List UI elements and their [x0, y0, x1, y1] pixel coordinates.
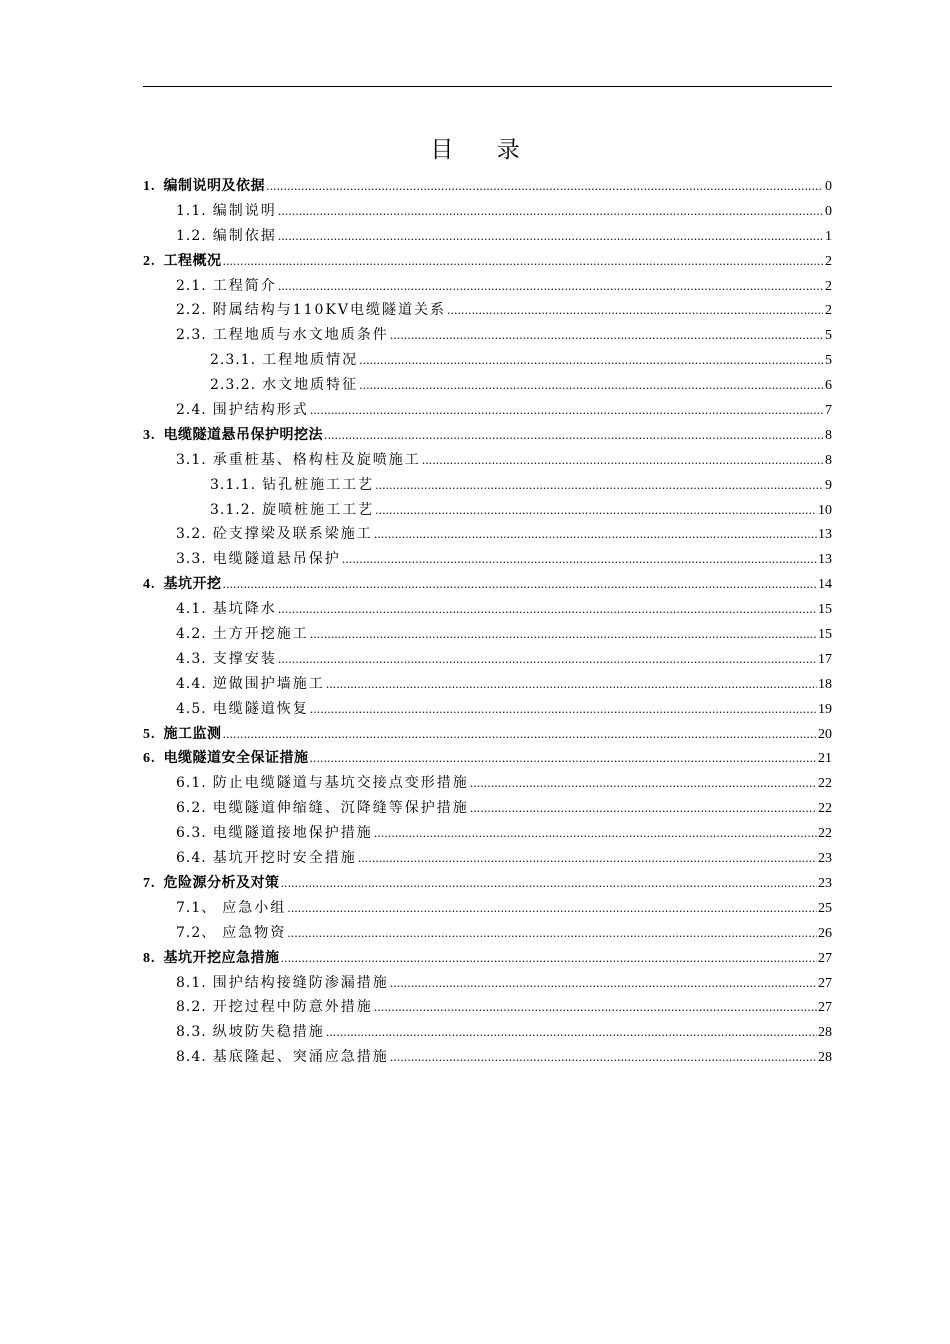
toc-entry-page: 5	[825, 328, 832, 344]
toc-entry-number: 7.2、	[176, 924, 217, 941]
toc-entry-page: 5	[825, 353, 832, 369]
toc-entry-number: 4.4.	[176, 675, 207, 692]
toc-leader-dots	[223, 723, 818, 748]
toc-entry-number: 2.2.	[176, 302, 207, 319]
toc-entry-number: 4.3.	[176, 650, 207, 667]
toc-entry-label: 电缆隧道恢复	[212, 700, 309, 717]
toc-entry-number: 2.	[143, 253, 156, 269]
toc-leader-dots	[390, 972, 817, 997]
toc-entry-page: 13	[818, 527, 832, 543]
toc-entry[interactable]	[143, 199, 832, 224]
toc-entry-page: 23	[818, 851, 832, 867]
toc-entry-number: 6.3.	[176, 825, 207, 842]
toc-entry-label: 工程地质与水文地质条件	[212, 327, 389, 344]
toc-entry-page: 21	[818, 751, 832, 767]
toc-leader-dots	[287, 922, 817, 947]
toc-entry-number: 6.1.	[176, 775, 207, 792]
toc-entry-number: 4.1.	[176, 601, 207, 618]
toc-entry-number: 7.	[143, 875, 156, 891]
toc-entry-page: 9	[825, 477, 832, 493]
toc-entry-page: 22	[818, 801, 832, 817]
toc-entry[interactable]	[143, 871, 832, 896]
toc-entry-label: 施工监测	[163, 725, 222, 742]
toc-leader-dots	[390, 1046, 817, 1071]
toc-entry[interactable]	[143, 423, 832, 448]
toc-entry-number: 3.1.1.	[210, 476, 257, 493]
toc-entry-number: 4.2.	[176, 626, 207, 643]
toc-leader-dots	[342, 548, 817, 573]
toc-entry-label: 基坑开挖	[163, 576, 222, 593]
toc-entry-number: 8.1.	[176, 974, 207, 991]
toc-leader-dots	[375, 474, 823, 499]
toc-leader-dots	[326, 673, 817, 698]
toc-leader-dots	[359, 374, 823, 399]
toc-entry-page: 27	[818, 1000, 832, 1016]
toc-entry-number: 7.1、	[176, 899, 217, 916]
toc-entry-page: 20	[818, 726, 832, 742]
toc-leader-dots	[278, 225, 823, 250]
toc-entry[interactable]	[143, 672, 832, 697]
toc-entry[interactable]	[143, 348, 832, 373]
toc-entry-label: 钻孔桩施工工艺	[262, 476, 375, 493]
toc-entry[interactable]	[143, 224, 832, 249]
toc-entry-page: 26	[818, 925, 832, 941]
toc-leader-dots	[278, 648, 817, 673]
toc-entry-label: 编制说明	[212, 202, 277, 219]
toc-entry-page: 14	[818, 577, 832, 593]
toc-entry-number: 3.1.2.	[210, 501, 257, 518]
toc-entry-label: 电缆隧道接地保护措施	[212, 825, 373, 842]
toc-entry-number: 4.	[143, 577, 156, 593]
toc-entry-label: 危险源分析及对策	[163, 874, 280, 891]
toc-entry[interactable]	[143, 995, 832, 1020]
toc-entry[interactable]	[143, 274, 832, 299]
toc-leader-dots	[374, 523, 817, 548]
toc-leader-dots	[447, 299, 823, 324]
toc-leader-dots	[359, 349, 823, 374]
toc-entry-page: 15	[818, 627, 832, 643]
toc-leader-dots	[278, 598, 817, 623]
toc-entry[interactable]	[143, 771, 832, 796]
toc-entry-page: 13	[818, 552, 832, 568]
toc-entry-number: 6.2.	[176, 800, 207, 817]
toc-entry-label: 基坑开挖时安全措施	[212, 850, 357, 867]
toc-entry-label: 编制依据	[212, 227, 277, 244]
toc-entry[interactable]	[143, 174, 832, 199]
toc-entry-label: 逆做围护墙施工	[212, 675, 325, 692]
toc-entry-page: 22	[818, 826, 832, 842]
toc-entry-page: 15	[818, 602, 832, 618]
toc-entry-label: 电缆隧道悬吊保护	[212, 551, 341, 568]
toc-entry[interactable]	[143, 946, 832, 971]
toc-entry-number: 2.3.2.	[210, 377, 257, 394]
toc-entry-label: 开挖过程中防意外措施	[212, 999, 373, 1016]
toc-leader-dots	[278, 200, 823, 225]
toc-entry-label: 围护结构形式	[212, 402, 309, 419]
toc-leader-dots	[278, 275, 823, 300]
toc-entry-page: 2	[825, 253, 832, 269]
toc-entry[interactable]	[143, 398, 832, 423]
toc-leader-dots	[374, 822, 817, 847]
toc-entry[interactable]	[143, 1020, 832, 1045]
toc-entry[interactable]	[143, 373, 832, 398]
toc-entry-number: 3.	[143, 427, 156, 443]
toc-entry[interactable]	[143, 622, 832, 647]
toc-entry-page: 8	[825, 452, 832, 468]
toc-entry-label: 电缆隧道安全保证措施	[163, 750, 309, 767]
toc-entry-page: 27	[818, 975, 832, 991]
toc-entry-label: 工程简介	[212, 277, 277, 294]
toc-entry[interactable]	[143, 473, 832, 498]
toc-entry-label: 基底隆起、突涌应急措施	[212, 1049, 389, 1066]
toc-entry-page: 28	[818, 1050, 832, 1066]
toc-leader-dots	[223, 250, 824, 275]
toc-leader-dots	[358, 847, 817, 872]
toc-entry-page: 8	[825, 427, 832, 443]
toc-leader-dots	[310, 623, 817, 648]
toc-entry-number: 2.3.1.	[210, 352, 257, 369]
toc-entry-number: 2.4.	[176, 402, 207, 419]
toc-entry[interactable]	[143, 971, 832, 996]
toc-entry-label: 电缆隧道伸缩缝、沉降缝等保护措施	[212, 800, 469, 817]
toc-entry-number: 4.5.	[176, 700, 207, 717]
page-title: 目 录	[430, 137, 538, 163]
toc-leader-dots	[390, 324, 823, 349]
toc-entry-label: 编制说明及依据	[163, 178, 265, 194]
toc-entry-page: 27	[818, 950, 832, 966]
toc-entry-page: 22	[818, 776, 832, 792]
toc-entry-page: 25	[818, 900, 832, 916]
toc-entry-label: 支撑安装	[212, 650, 277, 667]
toc-entry-page: 0	[825, 179, 832, 194]
toc-entry[interactable]	[143, 846, 832, 871]
toc-entry-label: 防止电缆隧道与基坑交接点变形措施	[212, 775, 469, 792]
toc-leader-dots	[374, 996, 817, 1021]
toc-entry-page: 10	[818, 502, 832, 518]
toc-entry-number: 1.2.	[176, 227, 207, 244]
toc-entry-label: 基坑降水	[212, 601, 277, 618]
toc-entry-page: 2	[825, 303, 832, 319]
toc-entry-number: 8.	[143, 950, 156, 966]
toc-entry[interactable]	[143, 448, 832, 473]
toc-entry-number: 8.3.	[176, 1024, 207, 1041]
toc-entry[interactable]	[143, 921, 832, 946]
toc-entry-page: 17	[818, 651, 832, 667]
toc-entry-page: 19	[818, 701, 832, 717]
toc-entry-label: 应急小组	[222, 899, 287, 916]
toc-entry-number: 3.2.	[176, 526, 207, 543]
toc-entry[interactable]	[143, 647, 832, 672]
toc-entry[interactable]	[143, 597, 832, 622]
toc-leader-dots	[287, 897, 817, 922]
toc-entry-label: 围护结构接缝防渗漏措施	[212, 974, 389, 991]
toc-entry-number: 8.4.	[176, 1049, 207, 1066]
toc-entry[interactable]	[143, 796, 832, 821]
toc-entry[interactable]	[143, 722, 832, 747]
toc-leader-dots	[223, 573, 818, 598]
toc-leader-dots	[310, 399, 823, 424]
toc-entry-page: 7	[825, 403, 832, 419]
toc-leader-dots	[310, 747, 818, 772]
toc-entry[interactable]	[143, 547, 832, 572]
toc-entry-number: 2.3.	[176, 327, 207, 344]
toc-entry-label: 工程地质情况	[262, 352, 359, 369]
toc-entry[interactable]	[143, 498, 832, 523]
toc-entry-label: 旋喷桩施工工艺	[262, 501, 375, 518]
toc-leader-dots	[281, 947, 818, 972]
toc-entry-number: 5.	[143, 726, 156, 742]
toc-leader-dots	[266, 175, 823, 200]
table-of-contents	[143, 174, 832, 1070]
toc-entry-number: 6.4.	[176, 850, 207, 867]
toc-entry-page: 28	[818, 1025, 832, 1041]
toc-entry-label: 承重桩基、格构柱及旋喷施工	[212, 451, 421, 468]
toc-entry-label: 砼支撑梁及联系梁施工	[212, 526, 373, 543]
toc-entry[interactable]	[143, 1045, 832, 1070]
toc-entry-number: 3.1.	[176, 451, 207, 468]
toc-entry-number: 1.	[143, 179, 156, 194]
toc-leader-dots	[326, 1021, 817, 1046]
toc-entry-label: 电缆隧道悬吊保护明挖法	[163, 426, 323, 443]
toc-leader-dots	[422, 449, 823, 474]
toc-entry-page: 2	[825, 278, 832, 294]
toc-entry-page: 23	[818, 875, 832, 891]
toc-leader-dots	[281, 872, 818, 897]
toc-leader-dots	[470, 797, 817, 822]
toc-entry-number: 3.3.	[176, 551, 207, 568]
toc-entry[interactable]	[143, 697, 832, 722]
toc-entry-label: 水文地质特征	[262, 377, 359, 394]
toc-entry[interactable]	[143, 572, 832, 597]
toc-entry-number: 2.1.	[176, 277, 207, 294]
toc-entry[interactable]	[143, 249, 832, 274]
toc-entry[interactable]	[143, 323, 832, 348]
toc-entry-label: 工程概况	[163, 252, 222, 269]
toc-entry-page: 0	[825, 203, 832, 219]
toc-entry-label: 基坑开挖应急措施	[163, 949, 280, 966]
toc-entry[interactable]	[143, 298, 832, 323]
toc-entry-label: 附属结构与110KV电缆隧道关系	[212, 302, 447, 319]
toc-entry-label: 土方开挖施工	[212, 626, 309, 643]
toc-entry[interactable]	[143, 821, 832, 846]
toc-leader-dots	[470, 772, 817, 797]
toc-entry-label: 纵坡防失稳措施	[212, 1024, 325, 1041]
toc-leader-dots	[375, 499, 817, 524]
header-rule	[143, 86, 832, 87]
toc-leader-dots	[310, 698, 817, 723]
toc-entry-page: 6	[825, 378, 832, 394]
toc-entry-number: 1.1.	[176, 202, 207, 219]
toc-entry-label: 应急物资	[222, 924, 287, 941]
toc-leader-dots	[324, 424, 823, 449]
toc-entry-number: 8.2.	[176, 999, 207, 1016]
toc-entry[interactable]	[143, 896, 832, 921]
toc-entry-page: 18	[818, 676, 832, 692]
toc-entry[interactable]	[143, 522, 832, 547]
toc-entry[interactable]	[143, 746, 832, 771]
toc-entry-number: 6.	[143, 751, 156, 767]
toc-entry-page: 1	[825, 228, 832, 244]
